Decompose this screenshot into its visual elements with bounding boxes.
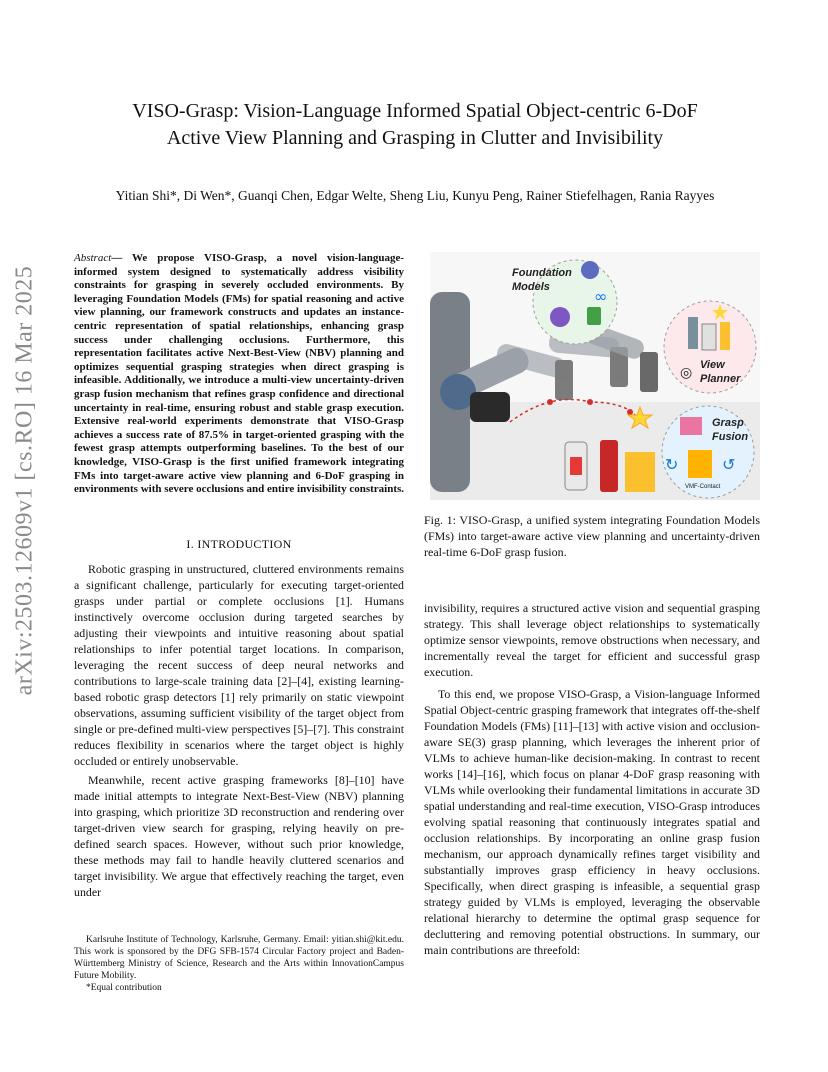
author-list: Yitian Shi*, Di Wen*, Guanqi Chen, Edgar Welte, Sheng Liu, Kunyu Peng, Rainer Stiefelhagen, Rania Rayyes [115,188,715,203]
refresh-icon: ↻ [665,455,679,474]
panel-view-planner [664,301,756,393]
label-models: Models [512,281,550,293]
camera-icon: ◎ [680,365,693,381]
bottle-label [570,457,582,475]
label-grasp: Grasp [712,417,744,429]
arxiv-identifier: arXiv:2503.12609v1 [cs.RO] 16 Mar 2025 [11,265,38,695]
can-object [600,440,618,492]
footnote-equal-contribution: *Equal contribution [86,983,162,993]
label-view: View [700,359,725,371]
llava-icon [550,307,570,327]
grasp-pose-icon [680,417,702,435]
label-vmf-contact: VMF-Contact [685,484,721,490]
figure-1 [430,252,760,500]
paper-title [80,98,750,152]
refresh-icon: ↺ [722,455,736,474]
document-icon [587,307,601,325]
intro-paragraph-2: Meanwhile, recent active grasping frameworks [8]–[10] have made initial attempts to integrate Next-Best-View (NBV) planning into grasping, which prioritize 3D reconstruction and rendering over target-driven view search for grasping, relying heavily on pre-defined search spaces. However, without such prior knowledge, these methods may fail to handle heavily cluttered scenarios and target invisibility. We argue that effectively reaching the target, even under [74,773,404,899]
intro-paragraph-1: Robotic grasping in unstructured, cluttered environments remains a significant challenge, particularly for executing target-oriented grasps under partial or complete occlusions [1]. Humans instinctively overcome occlusion during targeted searches by adjusting their viewpoints and intuitive reasoning about spatial relationships to infer potential target locations. In comparison, leveraging the recent success of deep neural networks and contributions to large-scale training data [2]–[4], existing learning-based robotic grasp detectors [1] rely primarily on static viewpoint observations, assuming sufficient visibility of the target object from single or pre-defined multi-view perspectives [5]–[7]. This constraint reduces flexibility in scenarios where the target object is highly occluded or entirely unobservable. [74,562,404,768]
box-object [625,452,655,492]
arxiv-stamp [11,265,38,695]
right-paragraph-1: invisibility, requires a structured active vision and sequential grasping strategy. This shall leverage object relationships to systematically optimize sensor viewpoints, remove obstructions when necessary, and incrementally reveal the target for efficient and successful grasp execution. [424,601,760,679]
scene-object [688,317,698,349]
scene-object [702,324,716,350]
right-column-body [424,600,760,958]
gemini-icon [581,261,599,279]
footnote-affiliation: Karlsruhe Institute of Technology, Karlsruhe, Germany. Email: yitian.shi@kit.edu. This work is sponsored by the DFG SFB-1574 Circular Factory project and Baden-Württemberg Ministry of Science, Research and the Arts within InnovationCampus Future Mobility. [74,935,404,981]
trajectory-point [547,399,553,405]
figure-illustration [430,252,760,500]
title-line-2: Active View Planning and Grasping in Clutter and Invisibility [166,127,664,149]
left-column-body [74,561,404,900]
meta-icon: ∞ [594,287,608,306]
panel-grasp-fusion [662,406,754,498]
right-paragraph-2: To this end, we propose VISO-Grasp, a Vision-language Informed Spatial Object-centric grasping framework that integrates off-the-shelf Foundation Models (FMs) [11]–[13] with active vision and occlusion-aware SE(3) grasp planning, which leverages the inherent prior of VLMs to achieve human-like decision-making. In contrast to recent works [14]–[16], which focus on planar 4-DoF grasp reasoning with VLMs while overlooking their fundamental limitations in accurate 3D spatial understanding and real-time execution, VISO-Grasp introduces evolving spatial reasoning that continuously integrates spatial and occlusion relationships. By incorporating an online grasp fusion mechanism, our approach dynamically refines target visibility and substantially improves grasp efficiency in heavy occlusions. Specifically, when direct grasping is infeasible, a sequential grasp strategy guided by VLMs is employed, leveraging the observable relational hierarchy to determine the optimal grasp sequence for decluttering and removing potential obstructions. In summary, our main contributions are threefold: [424,687,760,957]
label-fusion: Fusion [712,431,749,443]
footnotes [74,934,404,994]
abstract [74,252,404,497]
abstract-label: Abstract [74,252,112,264]
figure-caption: Fig. 1: VISO-Grasp, a unified system integrating Foundation Models (FMs) into target-aware active view planning and uncertainty-driven real-time 6-DoF grasp fusion. [424,513,760,559]
abstract-text: — We propose VISO-Grasp, a novel vision-language-informed system designed to systematically address visibility constraints for grasping in severely occluded environments. By leveraging Foundation Models (FMs) for spatial reasoning and active view planning, our framework constructs and updates an instance-centric representation of spatial relationships, enhancing grasp success under challenging occlusions. Furthermore, this representation facilitates active Next-Best-View (NBV) planning and optimizes sequential grasping strategies when direct grasping is infeasible. Additionally, we introduce a multi-view uncertainty-driven grasp fusion mechanism that refines grasp confidence and directional uncertainty in real-time, ensuring robust and stable grasp execution. Extensive real-world experiments demonstrate that VISO-Grasp achieves a success rate of 87.5% in target-oriented grasping with the fewest grasp attempts outperforming baselines. To the best of our knowledge, VISO-Grasp is the first unified framework integrating FMs into target-aware active view planning and 6-DoF grasping in environments with severe occlusions and entire invisibility constraints. [74,252,405,496]
label-foundation: Foundation [512,267,572,279]
scene-object [720,322,730,350]
contact-bars-icon [688,450,712,478]
label-planner: Planner [700,373,741,385]
trajectory-point [587,399,593,405]
section-heading-introduction: I. INTRODUCTION [186,537,292,551]
trajectory-point [627,409,633,415]
title-line-1: VISO-Grasp: Vision-Language Informed Spatial Object-centric 6-DoF [132,100,698,122]
